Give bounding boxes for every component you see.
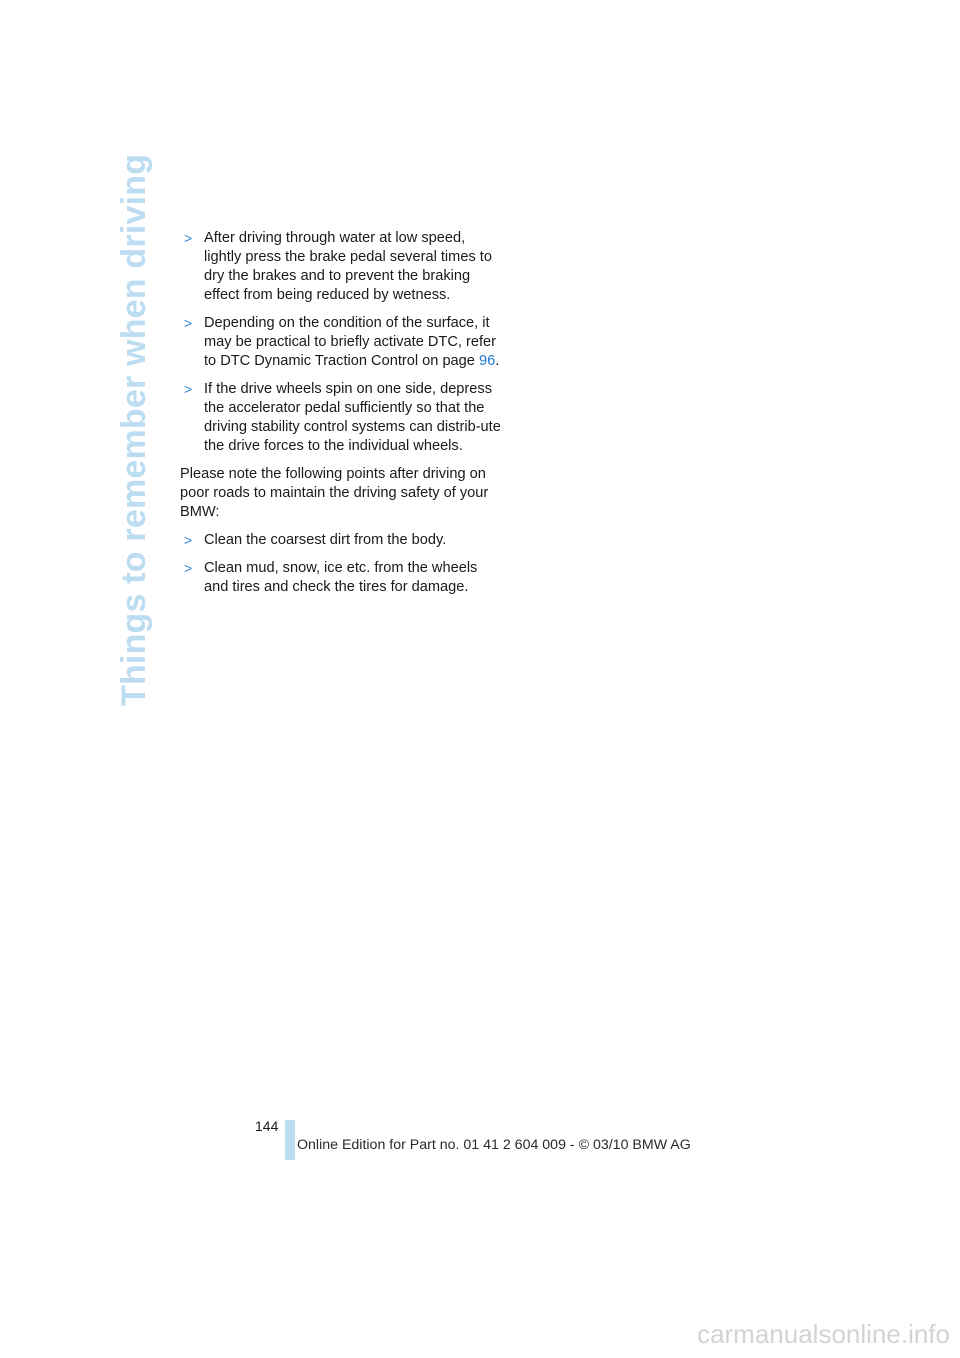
bullet-arrow-icon: > xyxy=(184,315,193,331)
page-number: 144 xyxy=(255,1118,279,1134)
body-paragraph: Please note the following points after driving on poor roads to maintain the driving safety of your BMW: xyxy=(180,466,489,520)
list-item-text-end: . xyxy=(495,353,500,369)
list-item xyxy=(180,559,502,597)
list-item-text: Clean the coarsest dirt from the body. xyxy=(204,532,447,548)
bullet-arrow-icon: > xyxy=(184,532,193,548)
chapter-sidebar-title: Things to remember when driving xyxy=(115,153,153,706)
watermark: carmanualsonline.info xyxy=(697,1319,950,1349)
page-link[interactable]: 96 xyxy=(478,353,496,369)
list-item-text: If the drive wheels spin on one side, depress the accelerator pedal sufficiently so that the driving stability control systems can distrib-ute the drive forces to the individual wheels. xyxy=(204,381,501,454)
list-item-text: After driving through water at low speed, lightly press the brake pedal several times to dry the brakes and to prevent the braking effect from being reduced by wetness. xyxy=(204,230,492,303)
footer-edition-text: Online Edition for Part no. 01 41 2 604 009 - © 03/10 BMW AG xyxy=(297,1137,691,1153)
bullet-arrow-icon: > xyxy=(184,230,193,246)
list-item xyxy=(180,314,502,371)
main-content xyxy=(180,229,502,606)
list-item xyxy=(180,229,502,305)
bullet-arrow-icon: > xyxy=(184,560,193,576)
list-item xyxy=(180,380,502,456)
list-item-text: Clean mud, snow, ice etc. from the wheels and tires and check the tires for damage. xyxy=(204,560,478,595)
list-item-text: Depending on the condition of the surface, it may be practical to briefly activate DTC, refer to DTC Dynamic Traction Control on page xyxy=(204,315,496,369)
list-item xyxy=(180,531,502,550)
footer-accent-bar xyxy=(285,1120,295,1160)
bullet-arrow-icon: > xyxy=(184,381,193,397)
